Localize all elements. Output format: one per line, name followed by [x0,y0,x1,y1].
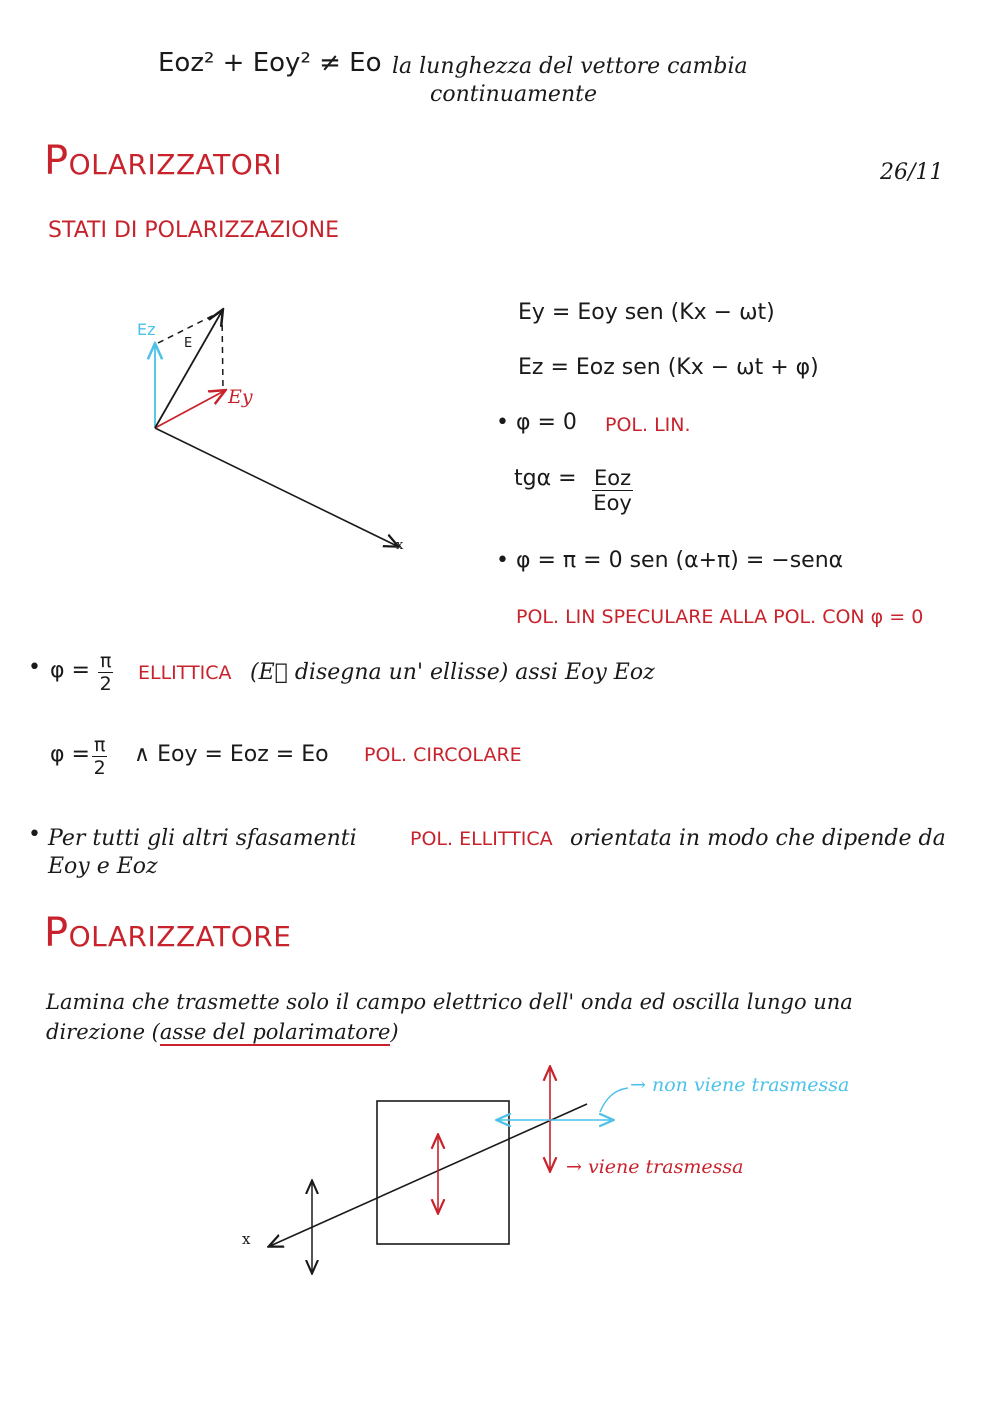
equation-ey: Ey = Eoy sen (Kx − ωt) [518,300,775,325]
other-line2: Eoy e Eoz [48,854,158,879]
top-note-line2: continuamente [430,82,597,107]
circular-condition: ∧ Eoy = Eoz = Eo [134,742,329,767]
polarizer-plate [377,1101,509,1244]
desc-line2-a: direzione ( [46,1020,160,1044]
section-subtitle: STATI DI POLARIZZAZIONE [48,218,339,243]
bullet-4: • [28,822,41,847]
bullet-2: • [496,548,509,573]
label-not-transmitted: → non viene trasmessa [630,1074,850,1096]
tg-denominator: Eoy [593,491,632,515]
other-label: POL. ELLITTICA [410,828,553,850]
propagation-axis [270,1104,587,1246]
polarizer-diagram [270,1068,628,1272]
x-axis-line [155,428,397,546]
pi-num: π [100,650,112,672]
case1-label: POL. LIN. [605,414,691,436]
top-formula: Eoz² + Eoy² ≠ Eo [158,48,382,78]
page-date: 26/11 [880,160,944,185]
elliptic-desc: (E⃗ disegna un' ellisse) assi Eoy Eoz [250,660,655,685]
bullet-3: • [28,655,41,680]
elliptic-phi: φ = [50,658,90,683]
circular-label: POL. CIRCOLARE [364,744,522,766]
top-note-line1: la lunghezza del vettore cambia [392,54,748,79]
label-x-axis-1: x [396,538,404,553]
blocked-pointer [600,1088,628,1112]
bullet-1: • [496,410,509,435]
label-transmitted: → viene trasmessa [566,1156,744,1178]
other-suffix: orientata in modo che dipende da [570,826,946,851]
elliptic-label: ELLITTICA [138,662,232,684]
tg-lhs: tgα = [514,466,577,491]
circular-phi: φ = [50,742,90,767]
tg-numerator: Eoz [594,466,632,490]
pi-den: 2 [99,673,112,695]
pi-num-2: π [94,734,106,756]
case1-equation: φ = 0 [516,410,577,435]
case2-label: POL. LIN SPECULARE ALLA POL. CON φ = 0 [516,606,924,628]
equation-ez: Ez = Eoz sen (Kx − ωt + φ) [518,355,819,380]
desc-axis-underlined: asse del polarimatore [159,1020,391,1044]
label-ey: Ey [228,386,253,408]
vector-diagram [155,311,397,546]
section-title-polarizzatore: Polarizzatore [44,910,292,956]
label-ez: Ez [137,320,156,339]
desc-line2-c: ) [390,1020,399,1044]
desc-line1: Lamina che trasmette solo il campo elettrico dell' onda ed oscilla lungo una [46,990,853,1014]
section-title-polarizzatori: Polarizzatori [44,138,282,184]
projection-dashed-2 [222,314,223,389]
label-x-axis-2: x [242,1230,251,1248]
other-prefix: Per tutti gli altri sfasamenti [48,826,357,851]
pi-den-2: 2 [93,757,106,779]
projection-dashed-1 [158,312,220,343]
label-e: E [184,336,193,351]
case2-equation: φ = π = 0 sen (α+π) = −senα [516,548,844,573]
